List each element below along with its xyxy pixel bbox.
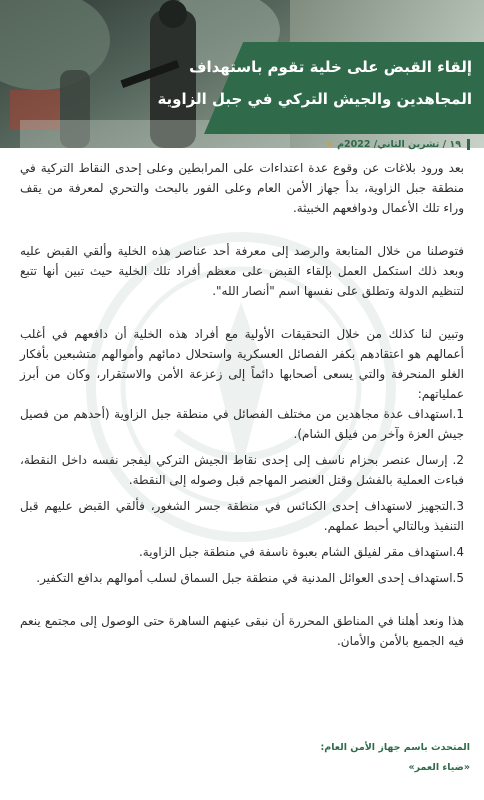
title-panel (157, 42, 484, 134)
list-item: 4.استهداف مقر لفيلق الشام بعبوة ناسفة في منطقة جبل الزاوية. (138, 545, 464, 559)
list-item: 3.التجهيز لاستهداف إحدى الكنائس في منطقة جسر الشغور، فألقي القبض عليهم قبل التنفيذ وبالتالي أحبط عملهم. (20, 499, 464, 533)
publish-date: ١٩ / تشرين الثاني/ 2022م (337, 138, 461, 150)
paragraph-closing: هذا ونعد أهلنا في المناطق المحررة أن نبقى عينهم الساهرة حتى الوصول إلى مجتمع ينعم فيه الجميع بالأمن والأمان. (20, 614, 464, 648)
paragraph-arrest: فتوصلنا من خلال المتابعة والرصد إلى معرفة أحد عناصر هذه الخلية وألقي القبض عليه وبعد ذلك استكمل العمل بإلقاء القبض على معظم أفراد تلك الخلية حيث تبين أنها تتبع لتنظيم الدولة وتطلق على نفسها اسم "أنصار الله". (20, 244, 464, 298)
headline-line-2: المجاهدين والجيش التركي في جبل الزاوية (157, 90, 472, 108)
spokesperson-name: «ضياء العمر» (408, 762, 470, 773)
date-line (170, 136, 470, 152)
paragraph-findings: وتبين لنا كذلك من خلال التحقيقات الأولية مع أفراد هذه الخلية أن دافعهم في أغلب أعمالهم هو اعتقادهم بكفر الفصائل العسكرية واستحلال دمائهم وأموالهم متشبعين بأفكار الغلو المنحرفة والتي يسعى أصحابها دائماً إلى زعزعة الأمن والاستقرار، وكان من أبرز عملياتهم: (20, 327, 464, 401)
headline-line-1: إلقاء القبض على خلية تقوم باستهداف (189, 58, 472, 76)
signature-block (170, 738, 470, 778)
list-item: 5.استهداف إحدى العوائل المدنية في منطقة جبل السماق لسلب أموالهم بدافع التكفير. (36, 571, 464, 585)
paragraph-intro: بعد ورود بلاغات عن وقوع عدة اعتداءات على المرابطين وعلى إحدى النقاط التركية في منطقة جبل الزاوية، بدأ جهاز الأمن العام وعلى الفور بالبحث والتحري لمعرفة من يقف وراء تلك الأعمال ودوافعهم الخبيثة. (20, 161, 464, 215)
list-item: 1.استهداف عدة مجاهدين من مختلف الفصائل في منطقة جبل الزاوية (أحدهم من فصيل جيش العزة وآخر من فيلق الشام). (20, 407, 464, 441)
statement-body (20, 158, 464, 651)
date-marker-icon (467, 139, 470, 150)
list-item: 2. إرسال عنصر بحزام ناسف إلى إحدى نقاط الجيش التركي ليفجر نفسه داخل النقطة، فباءت العملية بالفشل وقتل العنصر المهاجم قبل وصوله إلى النقطة. (20, 453, 464, 487)
spokesperson-title: المتحدث باسم جهاز الأمن العام: (320, 742, 470, 753)
gold-dot-icon (327, 142, 331, 146)
